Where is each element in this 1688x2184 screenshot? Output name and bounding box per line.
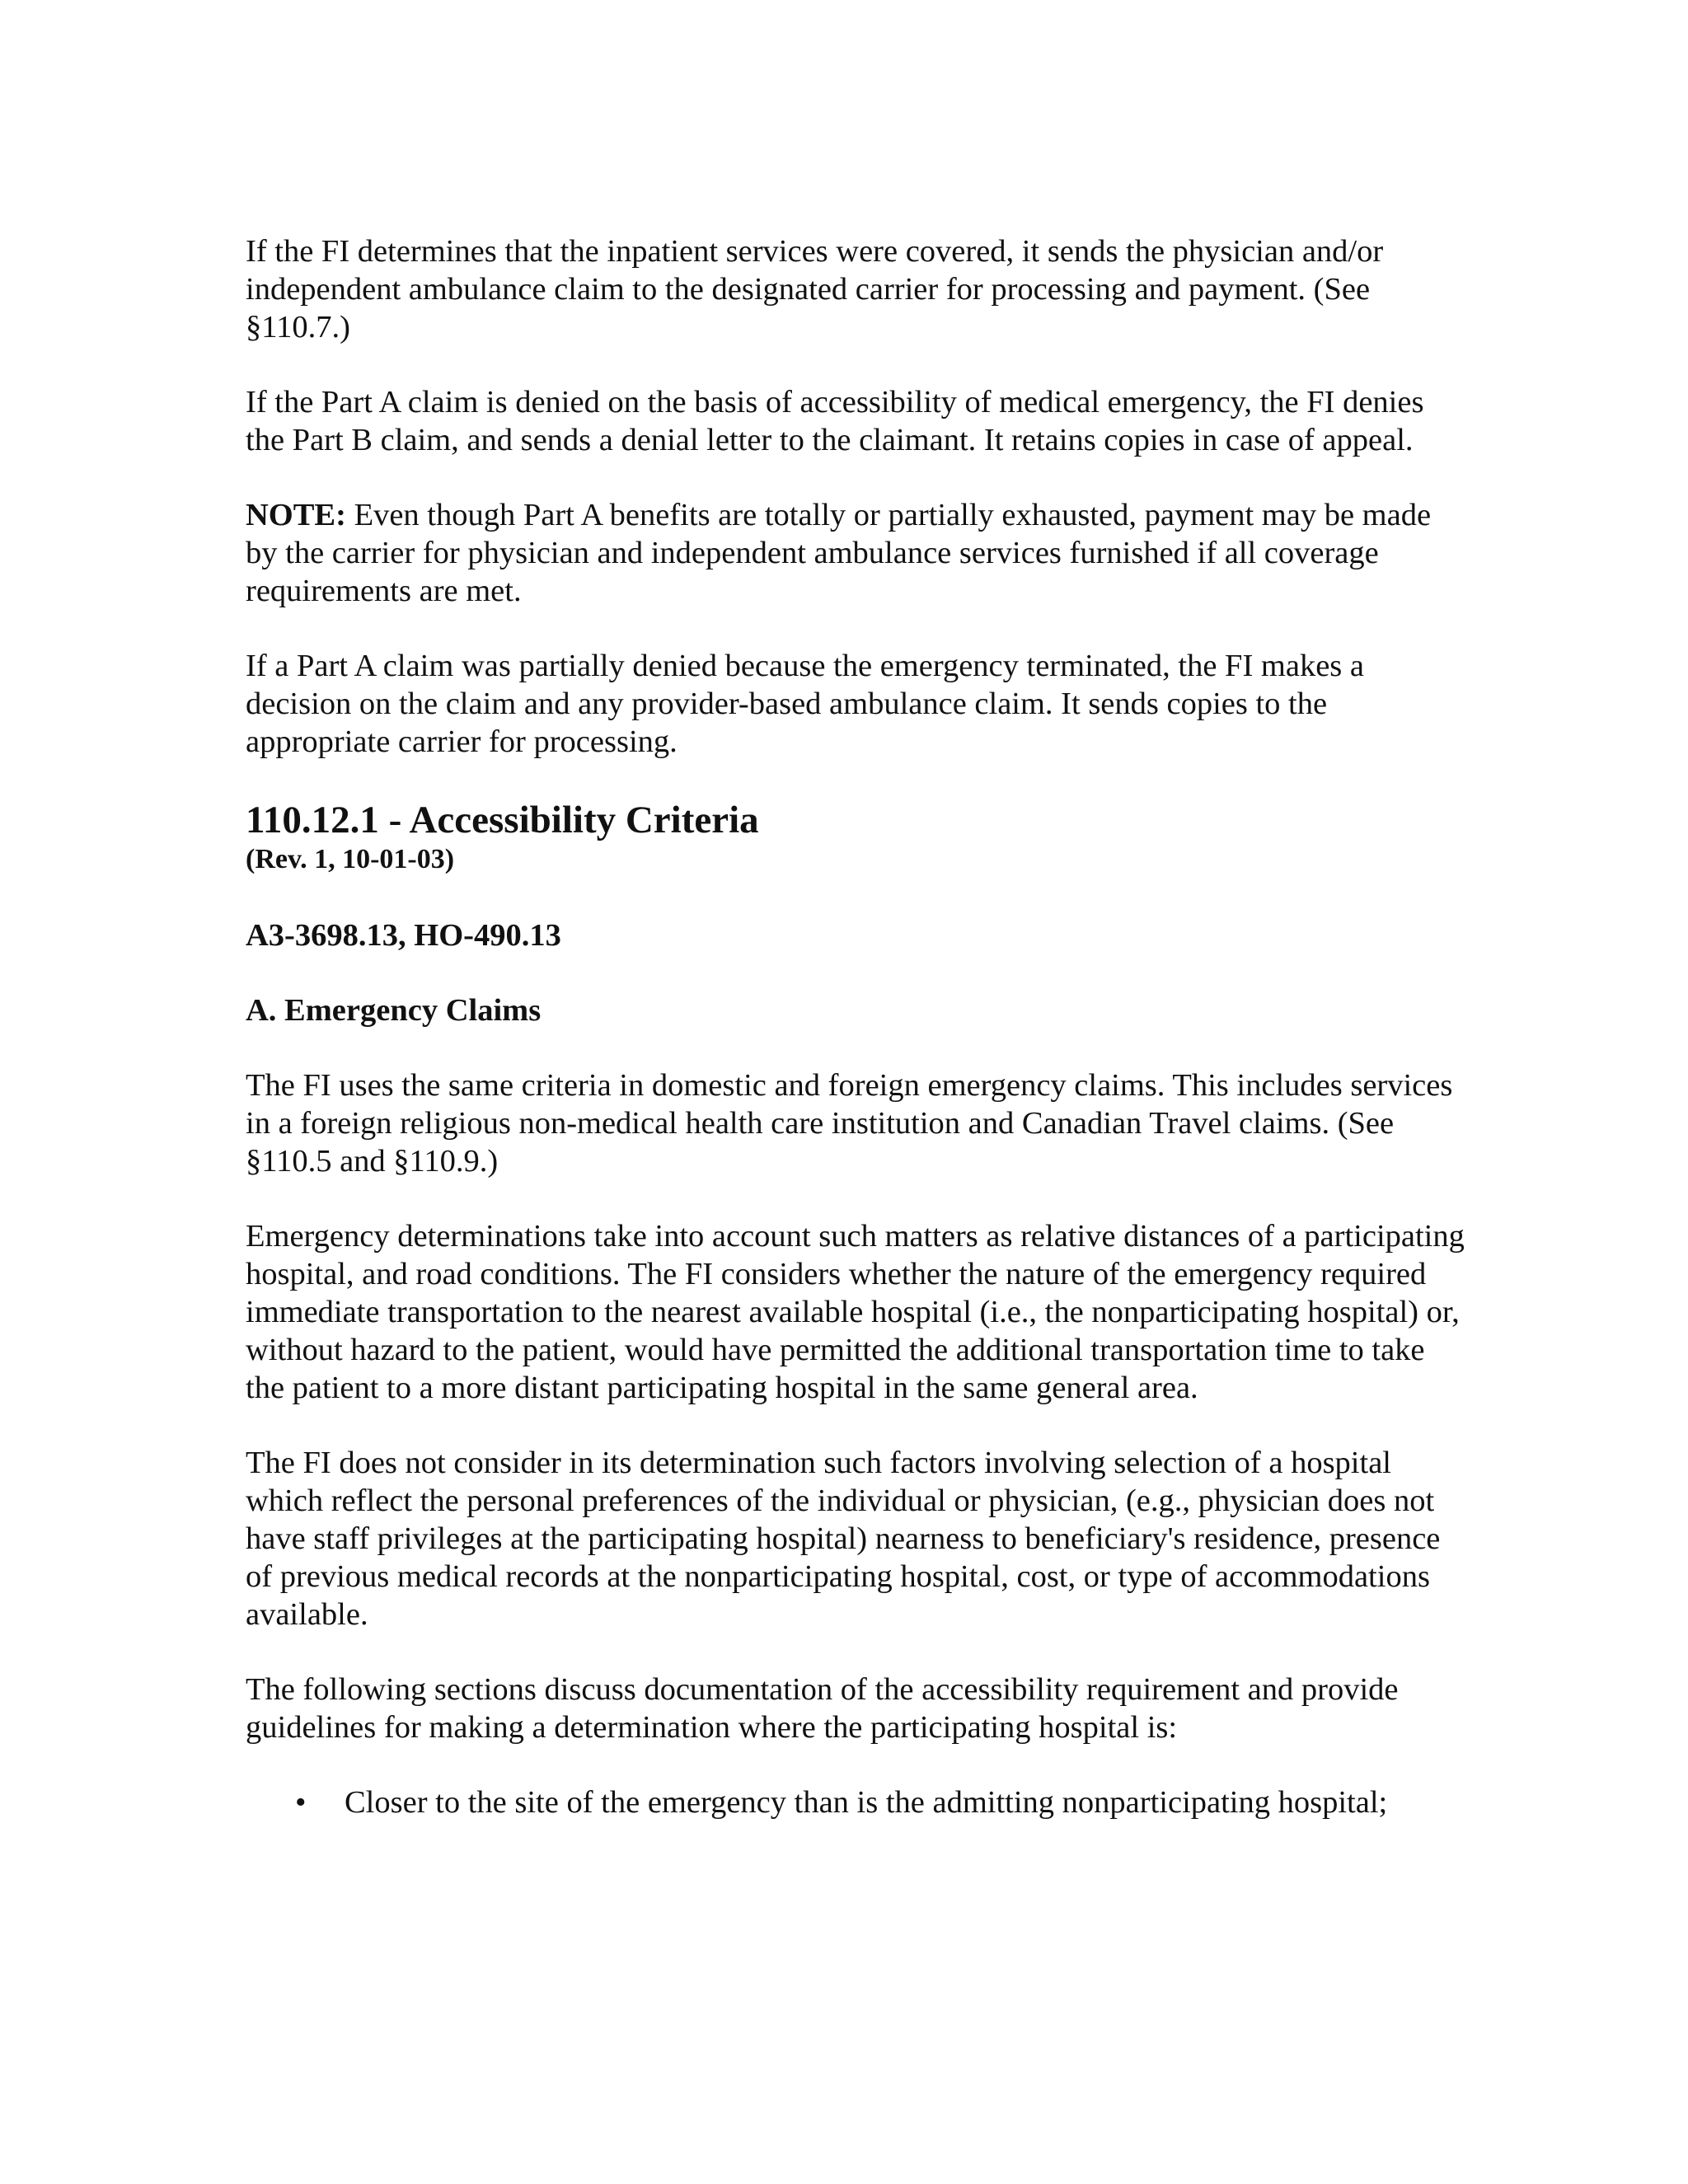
list-item-text: Closer to the site of the emergency than is the admitting nonparticipating hospital; [345,1785,1388,1820]
list-item [246,1783,1465,1821]
paragraph-same-criteria: The FI uses the same criteria in domestic and foreign emergency claims. This includes services in a foreign religious non-medical health care institution and Canadian Travel claims. (See §110.5 and §110.9.) [246,1068,1453,1179]
paragraph-part-a-denied: If the Part A claim is denied on the basis of accessibility of medical emergency, the FI denies the Part B claim, and sends a denial letter to the claimant. It retains copies in case of appeal. [246,385,1424,457]
section-title: 110.12.1 - Accessibility Criteria [246,799,759,841]
subheading-emergency-claims: A. Emergency Claims [246,993,542,1028]
paragraph-factors-not-considered: The FI does not consider in its determination such factors involving selection of a hospital which reflect the personal preferences of the individual or physician, (e.g., physician does not have staff privileges at the participating hospital) nearness to beneficiary's residence, presence of previous medical records at the nonparticipating hospital, cost, or type of accommodations available. [246,1446,1441,1632]
note-label: NOTE: [246,498,346,532]
criteria-list [246,1783,1465,1821]
paragraph-partial-denial: If a Part A claim was partially denied because the emergency terminated, the FI makes a decision on the claim and any provider-based ambulance claim. It sends copies to the appropriate carrier for processing. [246,649,1364,759]
note-paragraph [246,496,1465,610]
bullet-icon: • [295,1785,307,1820]
manual-references: A3-3698.13, HO-490.13 [246,918,561,953]
paragraph-following-sections: The following sections discuss documentation of the accessibility requirement and provide guidelines for making a determination where the participating hospital is: [246,1672,1399,1745]
document-page [246,232,1465,1821]
revision-note: (Rev. 1, 10-01-03) [246,844,455,874]
paragraph-emergency-determinations: Emergency determinations take into account such matters as relative distances of a participating hospital, and road conditions. The FI considers whether the nature of the emergency required immediate transportation to the nearest available hospital (i.e., the nonparticipating hospital) or, without hazard to the patient, would have permitted the additional transportation time to take the patient to a more distant participating hospital in the same general area. [246,1219,1465,1405]
note-text: Even though Part A benefits are totally or partially exhausted, payment may be made by the carrier for physician and independent ambulance services furnished if all coverage requirements are met. [246,498,1432,608]
paragraph-covered-services: If the FI determines that the inpatient services were covered, it sends the physician and/or independent ambulance claim to the designated carrier for processing and payment. (See §110.7.) [246,234,1384,344]
